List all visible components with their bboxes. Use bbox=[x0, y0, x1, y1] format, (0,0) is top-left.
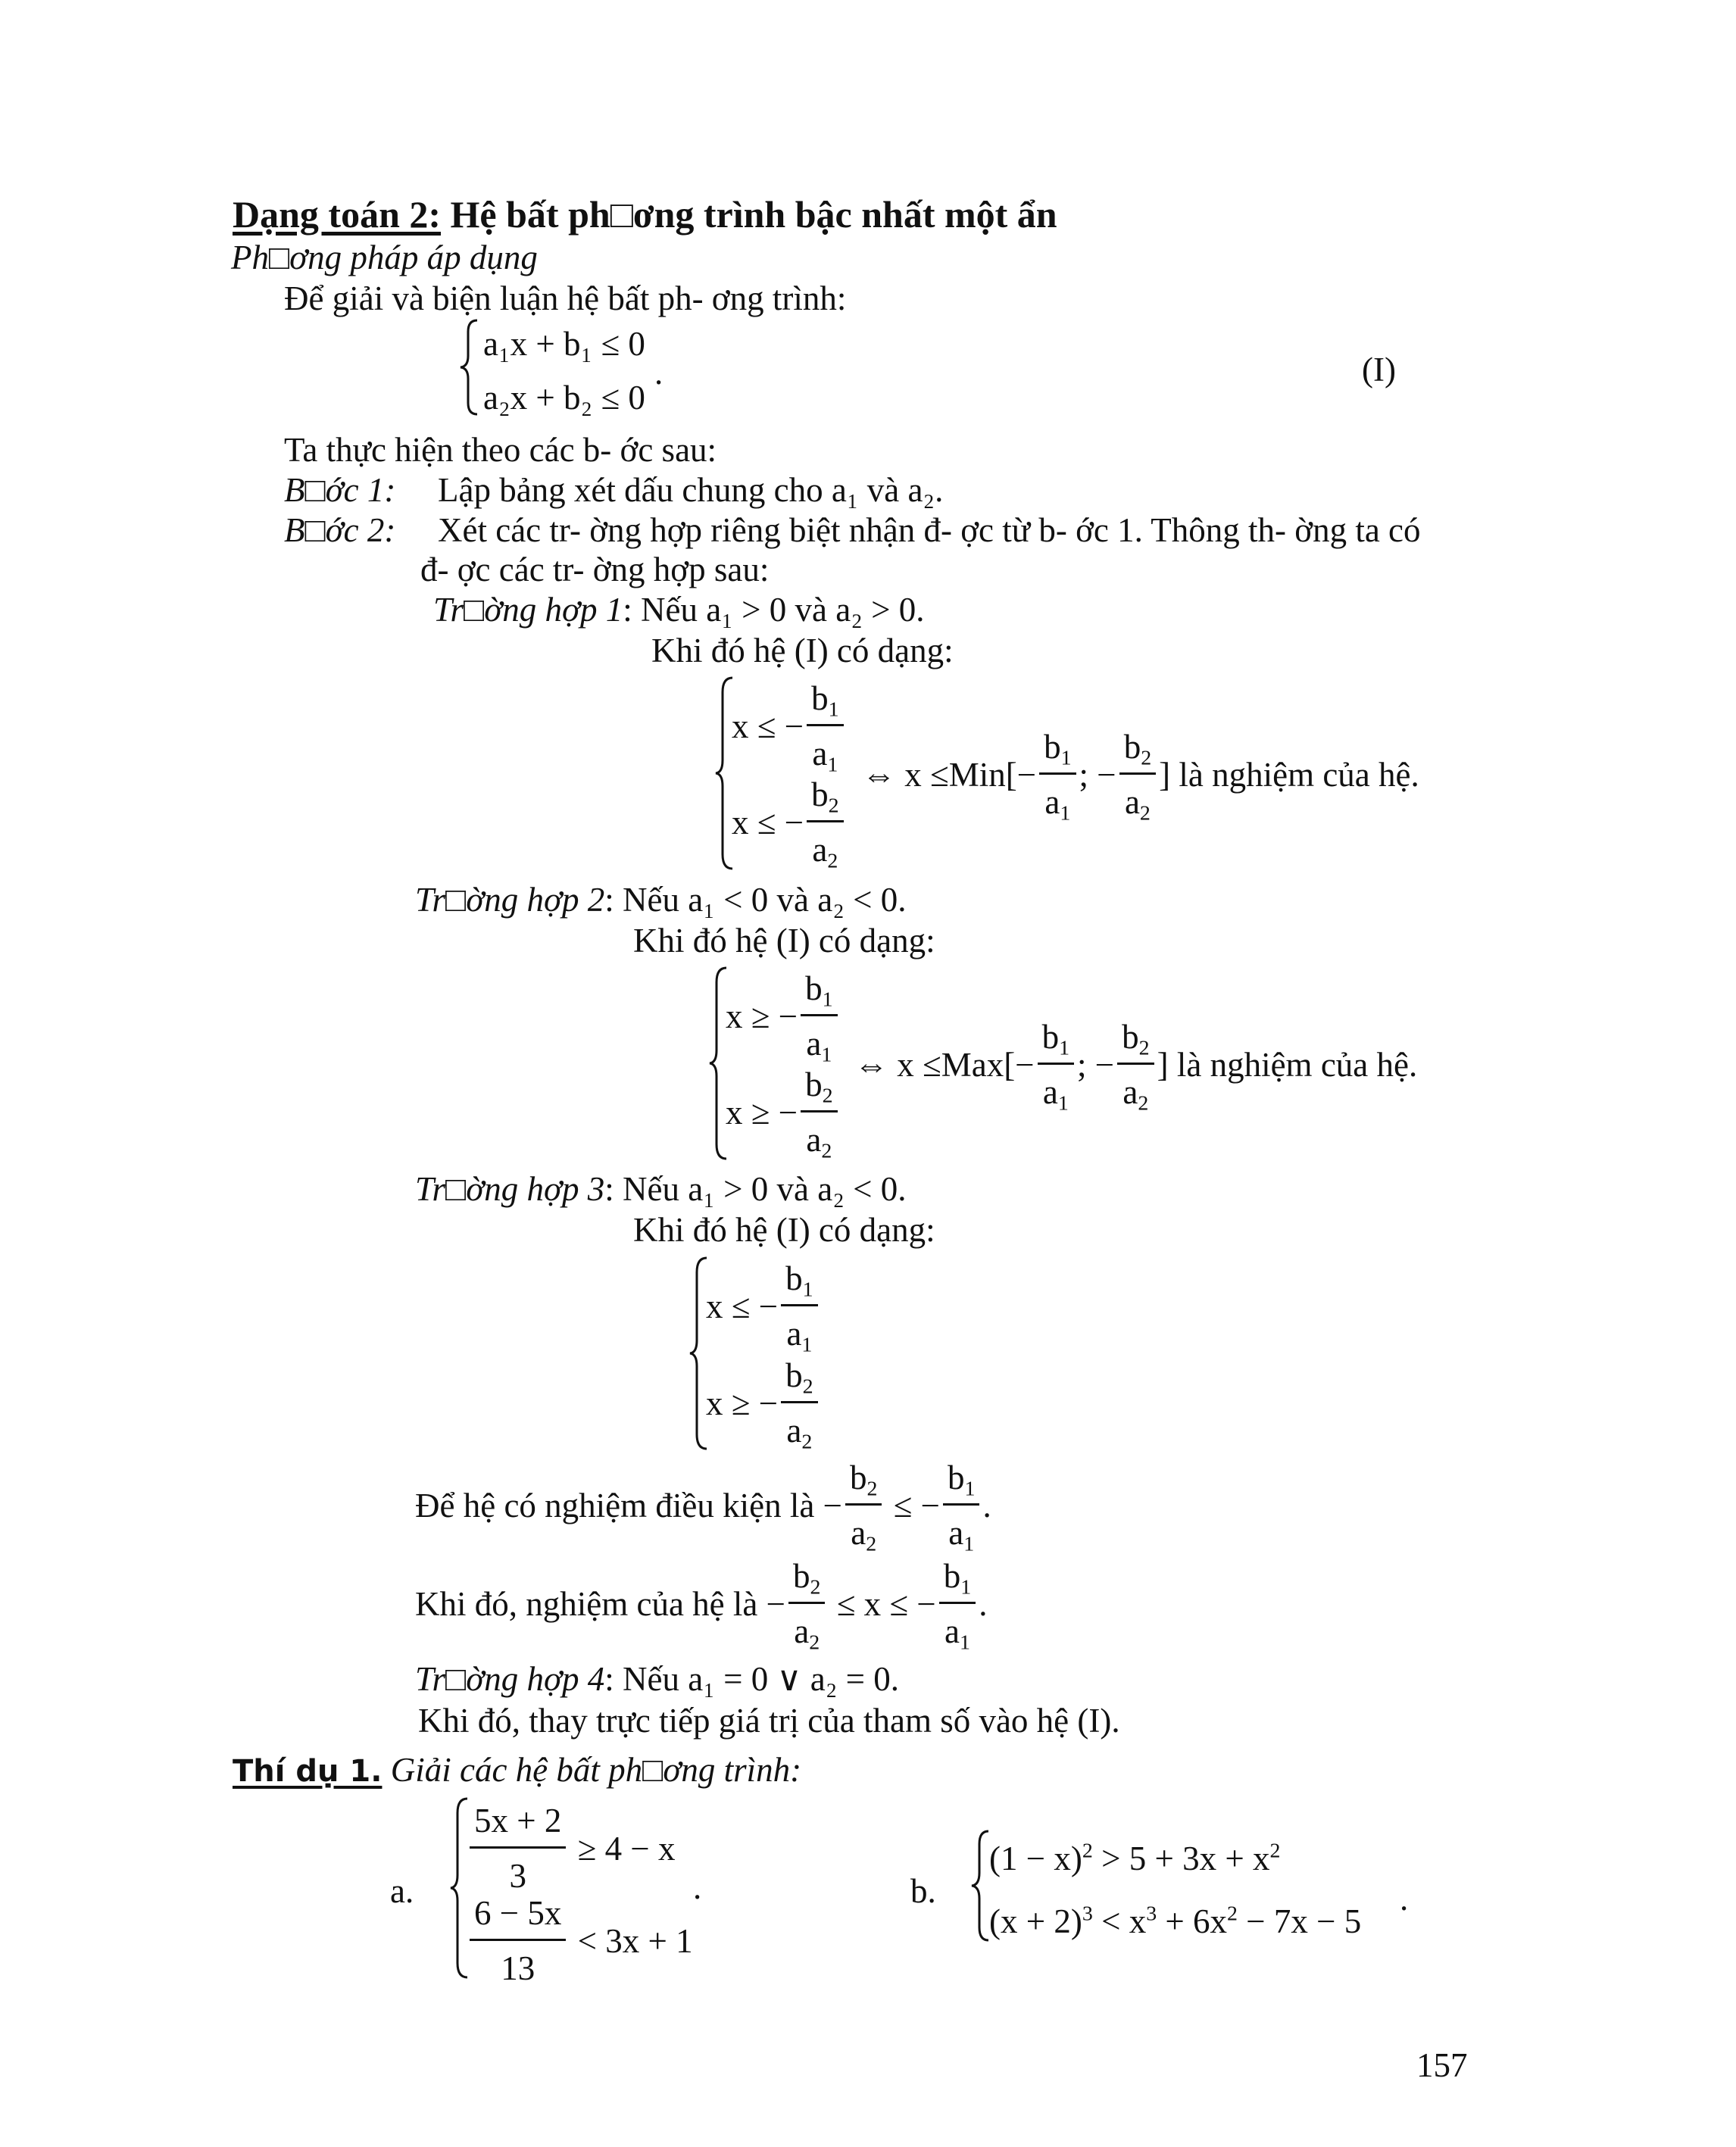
case1-condition bbox=[433, 593, 925, 627]
example-a-ineq2: $\frac{6 - 5x}{13}$ < 3x + 1 bbox=[467, 1893, 693, 1988]
page-number: 157 bbox=[1416, 2046, 1468, 2084]
example-a-label: a. bbox=[390, 1872, 414, 1910]
case3-condition-line: Để hệ có nghiệm điều kiện là − $\frac{b_2}{a_2}$ ≤ − $\frac{b_1}{a_1}$ . bbox=[415, 1459, 991, 1556]
example1-label: Thí dụ 1. bbox=[233, 1754, 382, 1789]
case3-condition bbox=[415, 1172, 907, 1206]
case2-condition bbox=[415, 883, 907, 917]
case2-form: Khi đó hệ (I) có dạng: bbox=[633, 922, 935, 960]
system-I-period: . bbox=[654, 354, 663, 392]
case3-solution-text: Khi đó, nghiệm của hệ là bbox=[415, 1584, 758, 1623]
case2-ineq1: x ≥ − $\frac{b_1}{a_1}$ bbox=[726, 969, 841, 1063]
case1-label: Tr□ờng hợp 1 bbox=[433, 591, 623, 629]
case2-label: Tr□ờng hợp 2 bbox=[415, 881, 605, 919]
case2-equivalence: ⇔ x ≤ Max [− $\frac{b_1}{a_1}$ ; − $\frac{b_2}{a_2}$ ] là nghiệm của hệ. bbox=[854, 1018, 1418, 1116]
intro-text: Để giải và biện luận hệ bất ph- ơng trình: bbox=[284, 279, 847, 317]
case1-equivalence: ⇔ x ≤ Min [− $\frac{b_1}{a_1}$ ; − $\frac{b_2}{a_2}$ ] là nghiệm của hệ. bbox=[862, 728, 1419, 825]
step2-line2: đ- ợc các tr- ờng hợp sau: bbox=[420, 551, 770, 588]
case2-ineq2: x ≥ − $\frac{b_2}{a_2}$ bbox=[726, 1065, 841, 1159]
case4-condition bbox=[415, 1662, 899, 1696]
example-b-ineq1: $(1 - x)^2 > 5 + 3x + x^2$ bbox=[989, 1839, 1281, 1877]
case1-tail: ] là nghiệm của hệ. bbox=[1159, 755, 1419, 794]
case2-tail: ] là nghiệm của hệ. bbox=[1157, 1045, 1418, 1084]
example-b-label: b. bbox=[910, 1872, 936, 1910]
case1-cond-text: : Nếu a₁ > 0 và a₂ > 0. bbox=[623, 591, 925, 629]
step2-label: B□ớc 2: bbox=[284, 511, 396, 549]
example1-text: Giải các hệ bất ph□ơng trình: bbox=[390, 1751, 802, 1789]
example1-heading bbox=[233, 1753, 801, 1787]
system-I-eq2: a₂x + b₂ ≤ 0 bbox=[483, 379, 645, 417]
system-I-eq1: a₁x + b₁ ≤ 0 bbox=[483, 325, 645, 363]
case1-form: Khi đó hệ (I) có dạng: bbox=[651, 632, 954, 669]
case3-ineq1: x ≤ − $\frac{b_1}{a_1}$ bbox=[706, 1259, 821, 1353]
example-a-ineq1: $\frac{5x + 2}{3}$ ≥ 4 − x bbox=[467, 1801, 675, 1896]
case3-solution-line: Khi đó, nghiệm của hệ là − $\frac{b_2}{a_2}$ ≤ x ≤ − $\frac{b_1}{a_1}$ . bbox=[415, 1557, 988, 1655]
method-heading: Ph□ơng pháp áp dụng bbox=[231, 239, 538, 276]
case3-condition-text: Để hệ có nghiệm điều kiện là bbox=[415, 1486, 815, 1524]
system-I-label: (I) bbox=[1362, 351, 1396, 389]
case2-cond-text: : Nếu a₁ < 0 và a₂ < 0. bbox=[604, 881, 907, 919]
example-a-period: . bbox=[693, 1868, 702, 1906]
step1-text: Lập bảng xét dấu chung cho a₁ và a₂. bbox=[438, 471, 944, 509]
case3-label: Tr□ờng hợp 3 bbox=[415, 1170, 605, 1208]
case4-cond-text: : Nếu a₁ = 0 ∨ a₂ = 0. bbox=[604, 1660, 900, 1698]
case3-form: Khi đó hệ (I) có dạng: bbox=[633, 1211, 935, 1249]
example-b-period: . bbox=[1400, 1880, 1409, 1918]
case1-func: Min bbox=[948, 755, 1006, 794]
case3-cond-text: : Nếu a₁ > 0 và a₂ < 0. bbox=[604, 1170, 907, 1208]
section-label: Dạng toán 2: bbox=[233, 193, 442, 236]
case4-text: Khi đó, thay trực tiếp giá trị của tham số vào hệ (I). bbox=[418, 1702, 1120, 1740]
section-heading bbox=[233, 193, 1057, 236]
steps-intro: Ta thực hiện theo các b- ớc sau: bbox=[284, 431, 717, 469]
case3-ineq2: x ≥ − $\frac{b_2}{a_2}$ bbox=[706, 1356, 821, 1450]
case1-ineq1: x ≤ − $\frac{b_1}{a_1}$ bbox=[732, 679, 847, 773]
step2-line1: Xét các tr- ờng hợp riêng biệt nhận đ- ợc từ b- ớc 1. Thông th- ờng ta có bbox=[438, 511, 1421, 549]
case1-ineq2: x ≤ − $\frac{b_2}{a_2}$ bbox=[732, 775, 847, 869]
case4-label: Tr□ờng hợp 4 bbox=[415, 1660, 605, 1698]
section-title: Hệ bất ph□ơng trình bậc nhất một ẩn bbox=[450, 193, 1057, 236]
step1-label: B□ớc 1: bbox=[284, 471, 396, 509]
system-I-brace bbox=[458, 318, 481, 417]
case2-func: Max bbox=[941, 1045, 1004, 1084]
example-b-ineq2: $(x + 2)^3 < x^3 + 6x^2 - 7x - 5$ bbox=[989, 1902, 1362, 1940]
